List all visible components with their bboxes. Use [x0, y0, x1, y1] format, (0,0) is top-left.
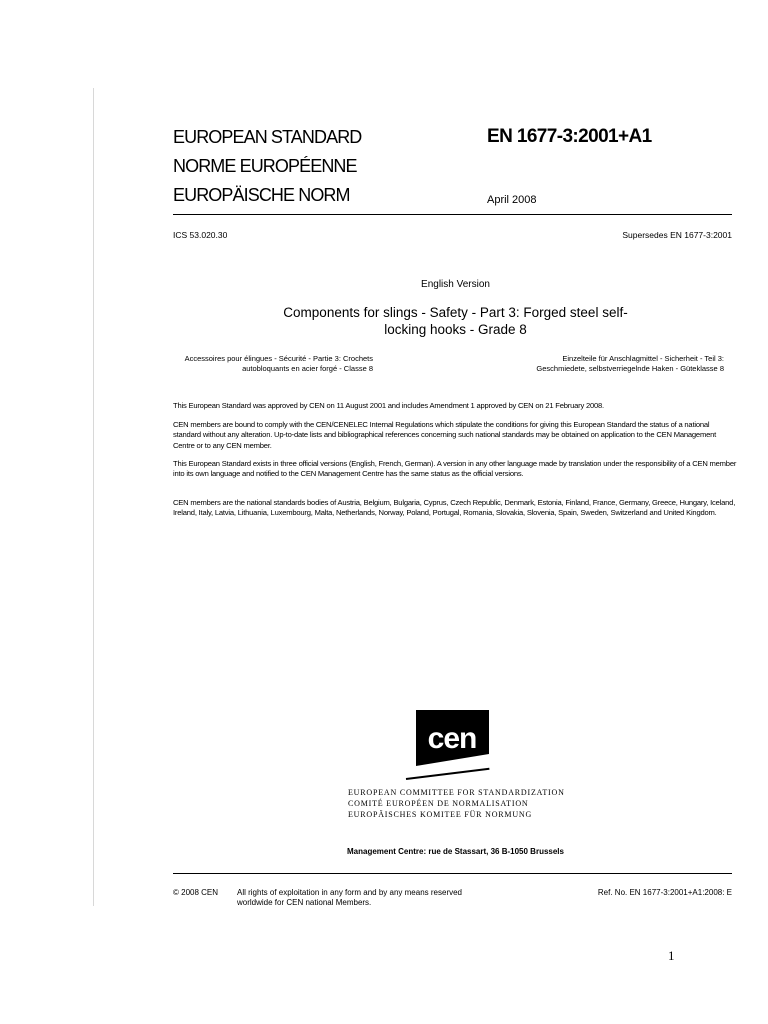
members-paragraph: CEN members are the national standards bodies of Austria, Belgium, Bulgaria, Cyprus, Czech Republic, Denmark, Estonia, Finland, France, Germany, Greece, Hungary, Iceland, Ireland, Italy, Latvia, Lithuania, Luxembourg, Malta, Netherlands, Norway, Poland, Portugal, Romania, Slovakia, Slovenia, Spain, Sweden, Switzerland and United Kingdom.: [173, 498, 736, 518]
reference-number: Ref. No. EN 1677-3:2001+A1:2008: E: [597, 888, 732, 897]
standard-title-de: EUROPÄISCHE NORM: [173, 185, 350, 205]
header-divider: [173, 214, 732, 215]
french-title: [173, 354, 373, 373]
rights-notice: All rights of exploitation in any form and by any means reserved worldwide for CEN national Members.: [237, 888, 463, 906]
supersedes-note: Supersedes EN 1677-3:2001: [622, 230, 732, 240]
standard-title-en: EUROPEAN STANDARD: [173, 127, 362, 147]
german-title-line-1: Einzelteile für Anschlagmittel - Sicherheit - Teil 3:: [562, 354, 724, 363]
compliance-paragraph: CEN members are bound to comply with the CEN/CENELEC Internal Regulations which stipulate the conditions for giving this European Standard the status of a national standard without any alteration. Up-to-date lists and bibliographical references concerning such national standards may be obtained on application to the CEN Management Centre or to any CEN member.: [173, 420, 717, 450]
main-title: [173, 304, 738, 338]
standard-number: EN 1677-3:2001+A1: [487, 126, 652, 147]
footer-divider: [173, 873, 732, 874]
management-centre-address: Management Centre: rue de Stassart, 36 B-1050 Brussels: [347, 847, 564, 856]
committee-name-en: EUROPEAN COMMITTEE FOR STANDARDIZATION: [348, 788, 565, 797]
copyright-notice: © 2008 CEN: [173, 888, 219, 897]
version-label: English Version: [421, 279, 490, 290]
main-title-line-1: Components for slings - Safety - Part 3: Forged steel self-: [283, 305, 628, 320]
cen-logo-text: cen: [427, 722, 477, 755]
committee-name-fr: COMITÉ EUROPÉEN DE NORMALISATION: [348, 799, 529, 808]
page-number: 1: [668, 948, 675, 963]
german-title-line-2: Geschmiedete, selbstverriegelnde Haken - Güteklasse 8: [536, 363, 724, 373]
approval-paragraph: This European Standard was approved by CEN on 11 August 2001 and includes Amendment 1 approved by CEN on 21 February 2008.: [173, 401, 604, 410]
versions-paragraph: This European Standard exists in three official versions (English, French, German). A version in any other language made by translation under the responsibility of a CEN member into its own language and notified to the CEN Management Centre has the same status as the official versions.: [173, 459, 737, 479]
ics-code: ICS 53.020.30: [173, 230, 228, 240]
main-title-line-2: locking hooks - Grade 8: [384, 322, 527, 337]
committee-name-de: EUROPÄISCHES KOMITEE FÜR NORMUNG: [348, 810, 533, 819]
german-title: [490, 354, 724, 373]
french-title-line-2: autobloquants en acier forgé - Classe 8: [242, 363, 373, 373]
standard-title-fr: NORME EUROPÉENNE: [173, 156, 357, 176]
publication-date: April 2008: [487, 194, 537, 206]
page-margin-line: [93, 88, 94, 906]
french-title-line-1: Accessoires pour élingues - Sécurité - Partie 3: Crochets: [184, 354, 373, 363]
